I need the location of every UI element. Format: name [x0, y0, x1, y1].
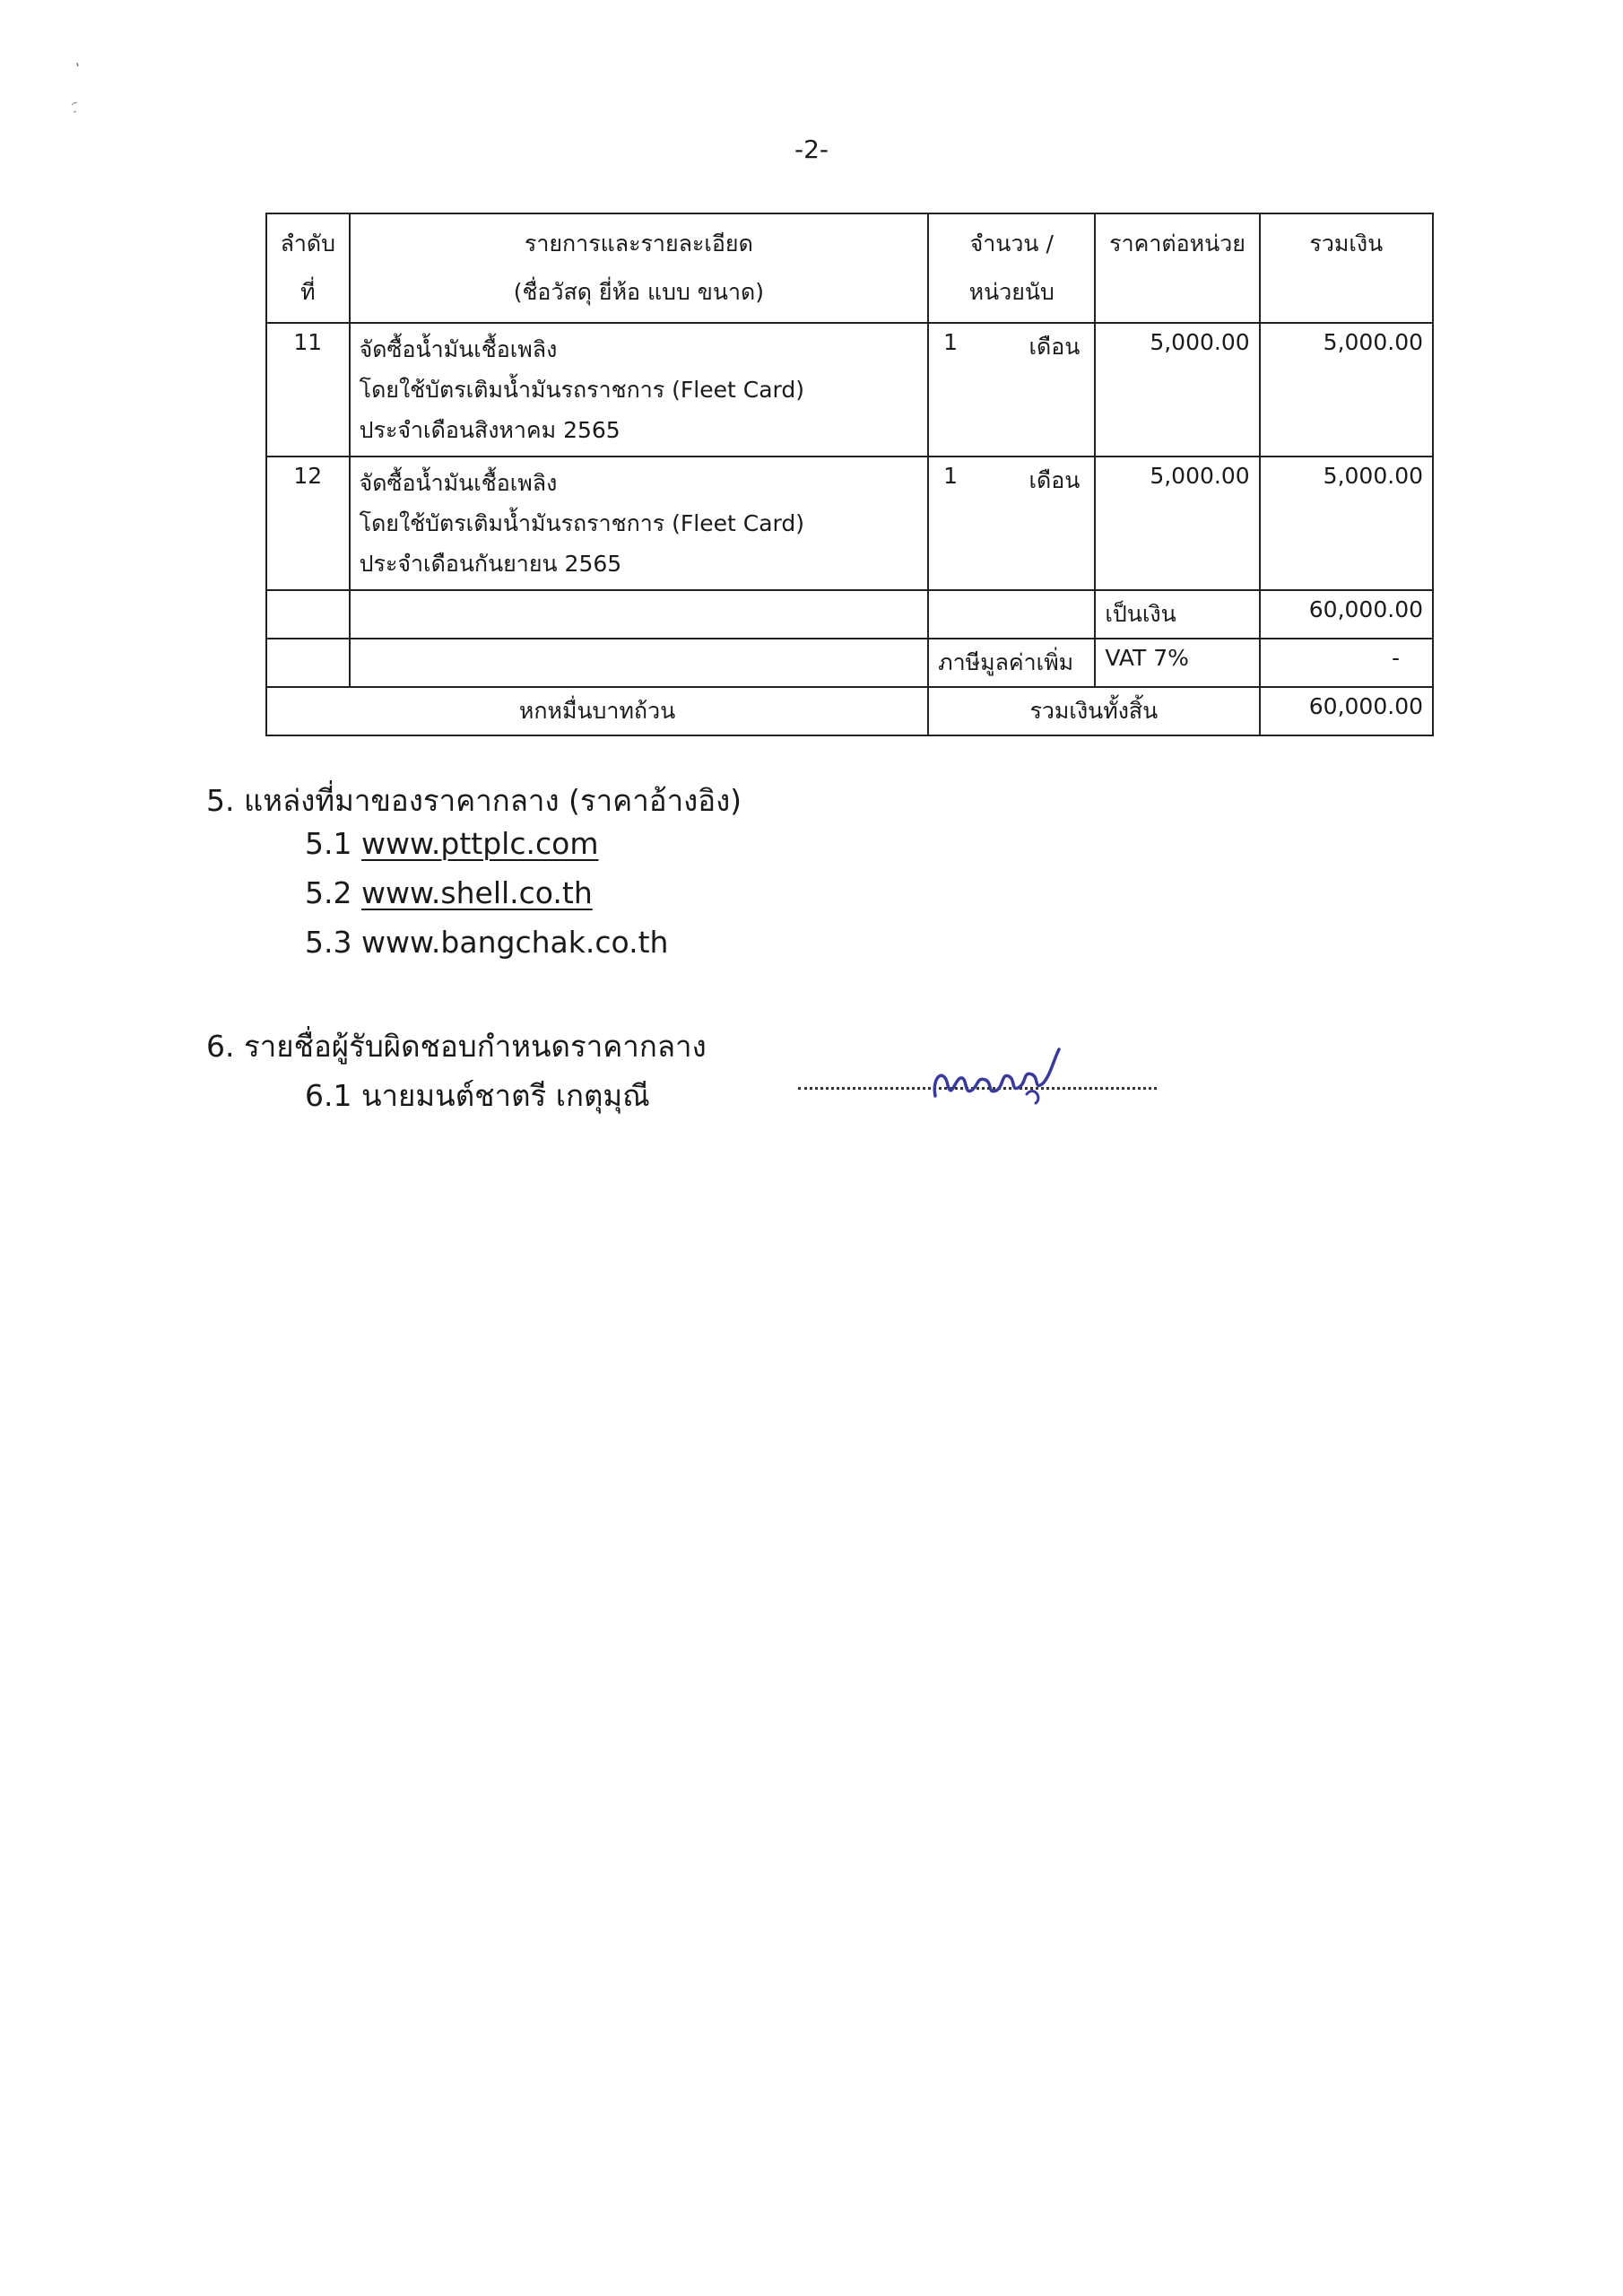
header-desc-line2: (ชื่อวัสดุ ยี่ห้อ แบบ ขนาด): [513, 279, 765, 305]
row-unit-price: 5,000.00: [1095, 323, 1259, 457]
empty-cell: [266, 590, 350, 639]
table-row: [266, 323, 1433, 457]
source-item: [305, 875, 593, 910]
row-qty-value: 1: [943, 463, 958, 489]
grand-total-value: 60,000.00: [1260, 687, 1433, 735]
row-desc-line1: จัดซื้อน้ำมันเชื้อเพลิง: [359, 470, 558, 496]
vat-label: ภาษีมูลค่าเพิ่ม: [928, 639, 1095, 687]
empty-cell: [350, 639, 928, 687]
row-desc-line3: ประจำเดือนกันยายน 2565: [359, 551, 622, 577]
row-description: [350, 457, 928, 590]
subtotal-value: 60,000.00: [1260, 590, 1433, 639]
header-qty-line2: หน่วยนับ: [968, 279, 1055, 305]
vat-row: [266, 639, 1433, 687]
source-number: 5.3: [305, 925, 352, 960]
header-qty-line1: จำนวน /: [969, 230, 1054, 257]
source-link[interactable]: www.shell.co.th: [360, 875, 593, 910]
row-total: 5,000.00: [1260, 457, 1433, 590]
source-link[interactable]: www.pttplc.com: [360, 826, 599, 861]
row-unit-price: 5,000.00: [1095, 457, 1259, 590]
source-item: [305, 826, 598, 861]
subtotal-row: [266, 590, 1433, 639]
source-number: 5.1: [305, 826, 352, 861]
empty-cell: [350, 590, 928, 639]
header-quantity: [928, 213, 1095, 323]
header-desc-line1: รายการและรายละเอียด: [524, 230, 753, 257]
amount-in-words: หกหมื่นบาทถ้วน: [266, 687, 928, 735]
row-desc-line2: โดยใช้บัตรเติมน้ำมันรถราชการ (Fleet Card): [359, 377, 804, 403]
row-qty-value: 1: [943, 329, 958, 355]
grand-total-row: [266, 687, 1433, 735]
section5-heading: 5. แหล่งที่มาของราคากลาง (ราคาอ้างอิง): [206, 783, 742, 818]
table-row: [266, 457, 1433, 590]
row-total: 5,000.00: [1260, 323, 1433, 457]
header-no: [266, 213, 350, 323]
header-unit-price: ราคาต่อหน่วย: [1095, 213, 1259, 323]
row-desc-line2: โดยใช้บัตรเติมน้ำมันรถราชการ (Fleet Card): [359, 510, 804, 536]
header-no-line2: ที่: [300, 279, 316, 305]
row-qty-unit: เดือน: [1028, 467, 1081, 493]
section6-heading: 6. รายชื่อผู้รับผิดชอบกำหนดราคากลาง: [206, 1029, 707, 1064]
page-number: -2-: [794, 135, 829, 164]
source-item: [305, 925, 668, 960]
empty-cell: [928, 590, 1095, 639]
grand-total-label: รวมเงินทั้งสิ้น: [928, 687, 1260, 735]
row-quantity: [928, 457, 1095, 590]
scan-specks: [54, 49, 108, 121]
vat-value: -: [1260, 639, 1433, 687]
row-desc-line1: จัดซื้อน้ำมันเชื้อเพลิง: [359, 336, 558, 362]
subtotal-label: เป็นเงิน: [1095, 590, 1259, 639]
header-description: [350, 213, 928, 323]
row-qty-unit: เดือน: [1028, 334, 1081, 360]
row-description: [350, 323, 928, 457]
header-no-line1: ลำดับ: [280, 230, 336, 257]
signature-image: [928, 1040, 1072, 1112]
vat-rate: VAT 7%: [1095, 639, 1259, 687]
responsible-person: 6.1 นายมนต์ชาตรี เกตุมุณี: [305, 1078, 650, 1113]
table-header-row: [266, 213, 1433, 323]
row-quantity: [928, 323, 1095, 457]
source-text: www.bangchak.co.th: [360, 925, 669, 960]
source-number: 5.2: [305, 875, 352, 910]
price-table: [265, 213, 1434, 736]
row-desc-line3: ประจำเดือนสิงหาคม 2565: [359, 417, 621, 443]
row-no: 11: [266, 323, 350, 457]
empty-cell: [266, 639, 350, 687]
header-total: รวมเงิน: [1260, 213, 1433, 323]
row-no: 12: [266, 457, 350, 590]
